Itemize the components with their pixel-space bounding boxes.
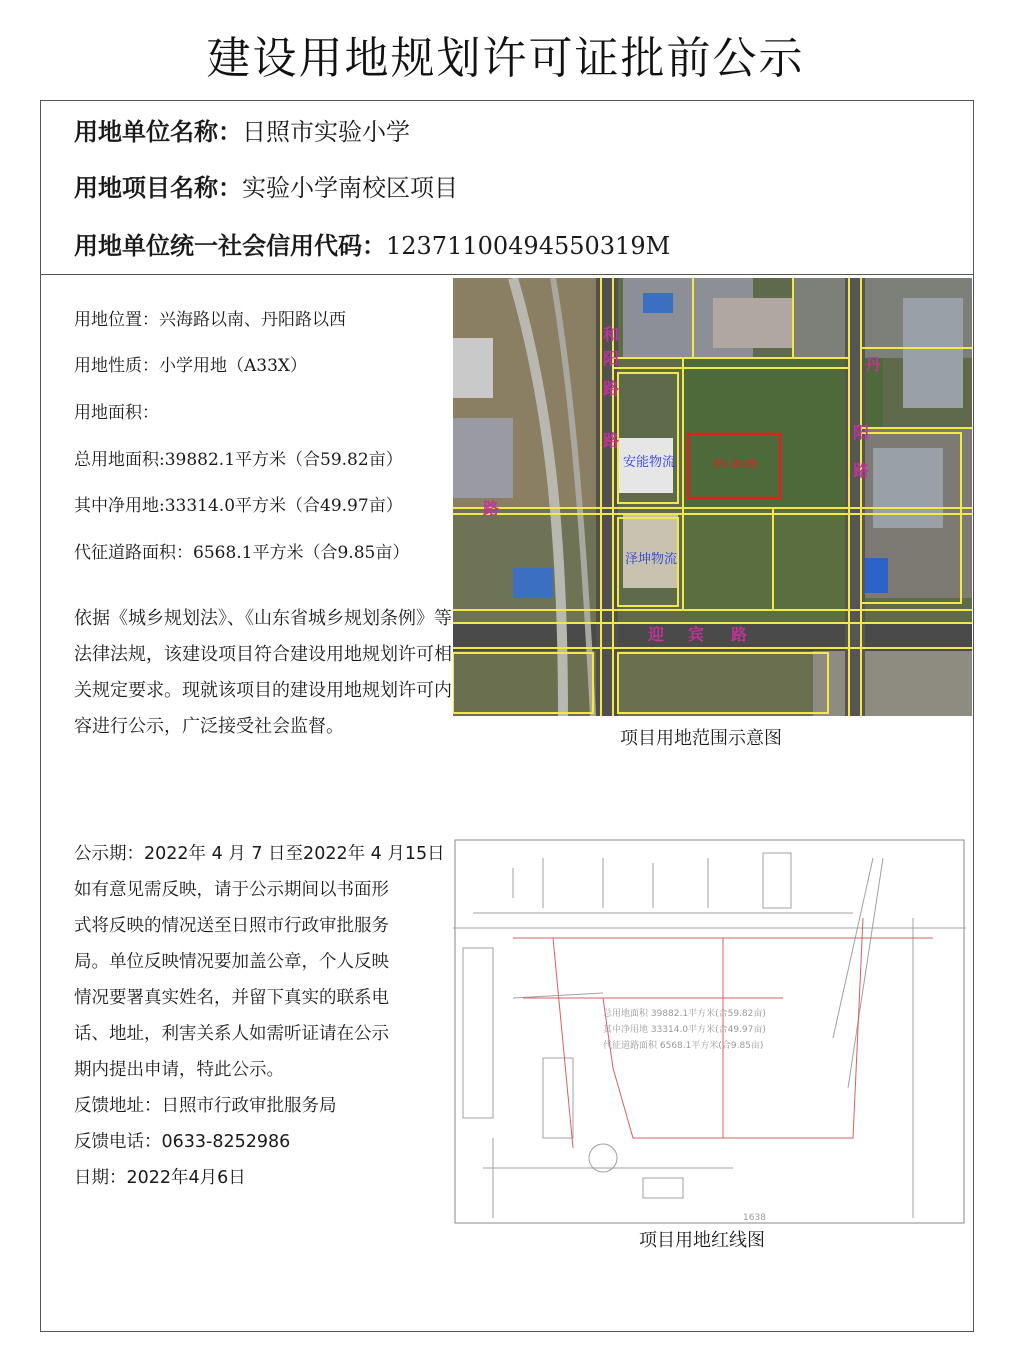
notice-line: 话、地址，利害关系人如需听证请在公示 (74, 1024, 389, 1044)
road-label-lu-3: 路 (853, 461, 870, 480)
land-nature: 用地性质：小学用地（A33X） (74, 356, 308, 376)
road-label-yang-2: 阳 (853, 423, 870, 442)
redline-plan-graphic (453, 838, 966, 1225)
plan-caption: 项目用地红线图 (639, 1230, 765, 1251)
notice-line: 式将反映的情况送至日照市行政审批服务 (74, 916, 389, 936)
project-name-value: 实验小学南校区项目 (242, 174, 458, 202)
net-area: 其中净用地:33314.0平方米（合49.97亩） (74, 496, 403, 516)
road-label-bin: 宾 (688, 625, 705, 644)
road-label-dan: 丹 (865, 355, 882, 374)
unit-name-value: 日照市实验小学 (242, 118, 410, 146)
poi-anneng: 安能物流 (623, 455, 676, 470)
redline-plan (453, 838, 966, 1225)
header-section (40, 100, 974, 275)
notice-line: 如有意见需反映，请于公示期间以书面形 (74, 880, 389, 900)
map-caption: 项目用地范围示意图 (620, 728, 782, 749)
land-area-title: 用地面积： (74, 403, 159, 423)
road-label-ying: 迎 (648, 625, 665, 644)
satellite-map-graphic (453, 278, 972, 716)
notice-paragraph (74, 836, 449, 1196)
unit-name-row (74, 112, 410, 147)
land-location: 用地位置：兴海路以南、丹阳路以西 (74, 310, 346, 330)
road-label-lu-4: 路 (483, 499, 500, 518)
credit-code-label: 用地单位统一社会信用代码： (74, 232, 386, 260)
plan-note-net: 其中净用地 33314.0平方米(合49.97亩) (603, 1025, 766, 1035)
plan-note-total: 总用地面积 39882.1平方米(合59.82亩) (603, 1009, 766, 1019)
road-label-yang: 阳 (603, 349, 620, 368)
credit-code-row (74, 226, 670, 261)
road-area: 代征道路面积：6568.1平方米（合9.85亩） (74, 543, 410, 563)
notice-line: 公示期：2022年 4 月 7 日至2022年 4 月15日 (74, 844, 445, 864)
road-label-lu: 路 (603, 379, 620, 398)
project-name-label: 用地项目名称： (74, 174, 242, 202)
feedback-address: 反馈地址：日照市行政审批服务局 (74, 1096, 337, 1116)
plan-scale-label: 1638 (743, 1213, 766, 1223)
notice-line: 期内提出申请，特此公示。 (74, 1060, 284, 1080)
notice-line: 局。单位反映情况要加盖公章，个人反映 (74, 952, 389, 972)
project-name-row (74, 168, 458, 203)
notice-date: 日期：2022年4月6日 (74, 1168, 246, 1188)
satellite-map (453, 278, 972, 716)
total-area: 总用地面积:39882.1平方米（合59.82亩） (74, 450, 403, 470)
road-label-lu-2: 路 (603, 431, 620, 450)
road-label-lu-5: 路 (731, 625, 748, 644)
unit-name-label: 用地单位名称： (74, 118, 242, 146)
plan-note-road: 代征道路面积 6568.1平方米(合9.85亩) (603, 1041, 764, 1051)
parcel-area-label: 49.80亩 (711, 457, 759, 471)
legal-basis-paragraph: 依据《城乡规划法》、《山东省城乡规划条例》等法律法规，该建设项目符合建设用地规划许可相关规定要求。现就该项目的建设用地规划许可内容进行公示，广泛接受社会监督。 (74, 608, 452, 737)
credit-code-value: 12371100494550319M (386, 232, 671, 260)
page-title: 建设用地规划许可证批前公示 (206, 33, 805, 84)
notice-line: 情况要署真实姓名，并留下真实的联系电 (74, 988, 389, 1008)
feedback-phone: 反馈电话：0633-8252986 (74, 1132, 291, 1152)
poi-zekun: 泽坤物流 (625, 552, 678, 567)
road-label-he: 和 (603, 325, 620, 344)
